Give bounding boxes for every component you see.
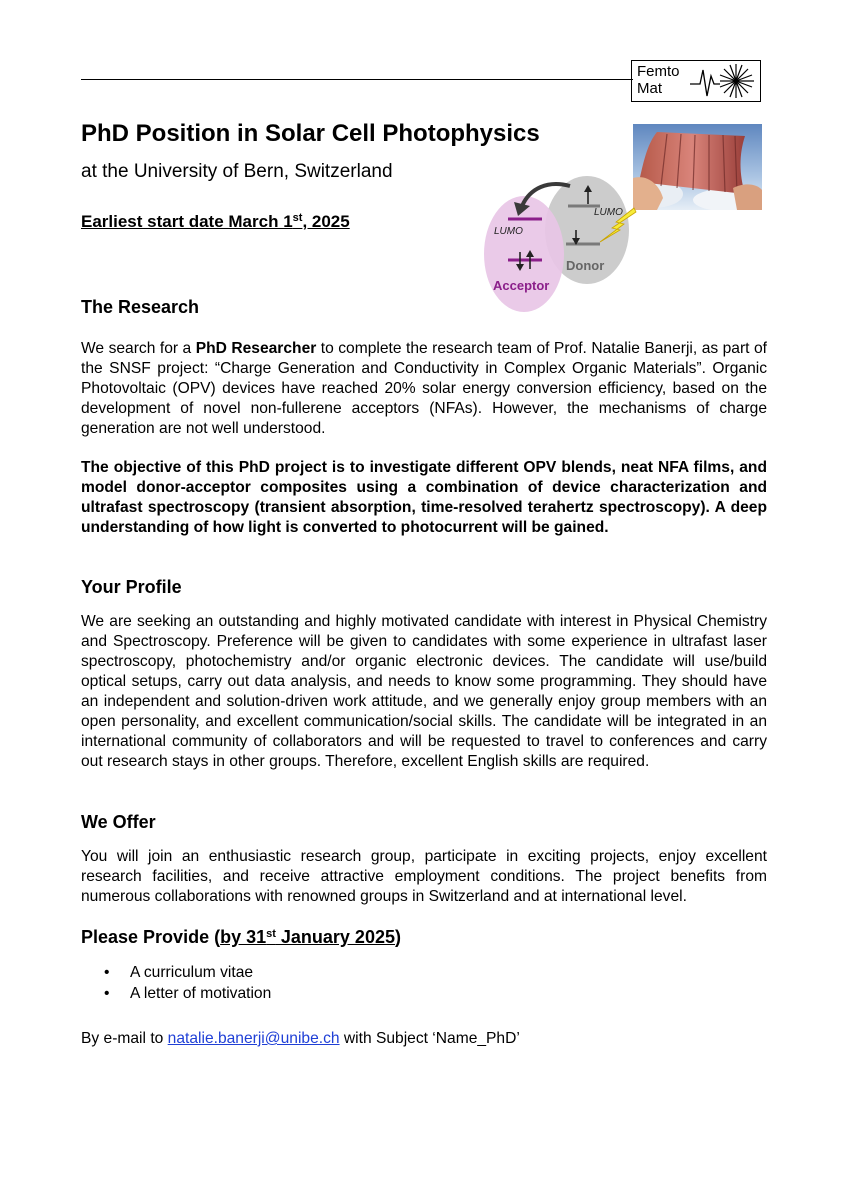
logo-line-1: Femto [637,63,680,80]
provide-deadline [220,927,395,947]
bullet-icon: • [104,985,110,1002]
start-date-prefix: Earliest start date March 1 [81,212,293,231]
provide-heading [81,927,401,948]
list-item-text: A letter of motivation [130,985,272,1002]
research-paragraph-2: The objective of this PhD project is to investigate different OPV blends, neat NFA films, and model donor-acceptor composites using a combination of device characterization and ultrafast spectroscopy (transient absorption, time-resolved terahertz spectroscopy). A deep understanding of how light is converted to photocurrent will be gained. [81,459,767,536]
logo-line-2: Mat [637,80,663,97]
list-item-text: A curriculum vitae [130,964,254,981]
contact-line [81,1030,520,1048]
provide-deadline-pre: by 31 [220,927,267,947]
start-date [81,212,350,232]
page-title: PhD Position in Solar Cell Photophysics [81,120,540,147]
acceptor-circle [484,196,564,312]
provide-list [104,962,271,1004]
acceptor-label: Acceptor [493,278,550,293]
provide-heading-post: ) [394,927,401,947]
research-p1-bold: PhD Researcher [195,340,317,357]
start-date-sup: st [292,212,303,224]
provide-deadline-post: January 2025 [275,927,395,947]
contact-pre: By e-mail to [81,1030,168,1047]
list-item [104,962,271,983]
provide-heading-pre: Please Provide ( [81,927,221,947]
donor-label: Donor [566,258,605,273]
profile-paragraph: We are seeking an outstanding and highly motivated candidate with interest in Physical Chemistry and Spectroscopy. Preference will be given to candidates with some experience in ultrafast laser spectroscopy, photochemistry and/or organic electronic devices. The candidate will use/build optical setups, carry out data analysis, and needs to know some programming. They should have an independent and solution-driven work attitude, and we generally enjoy group members with an open personality, and excellent communication/social skills. The candidate will be integrated in an international community of collaborators and will be requested to travel to conferences and carry out research stays in other groups. Therefore, excellent English skills are required. [81,613,767,770]
research-paragraph-1 [81,339,767,439]
logo-text [637,63,680,97]
bullet-icon: • [104,964,110,981]
provide-deadline-sup: st [266,928,276,940]
start-date-suffix: , 2025 [302,212,350,231]
email-link[interactable]: natalie.banerji@unibe.ch [167,1030,340,1047]
research-heading: The Research [81,297,200,317]
offer-heading: We Offer [81,812,156,832]
donor-acceptor-diagram [484,172,644,319]
research-p1-pre: We search for a [81,340,196,357]
profile-heading: Your Profile [81,577,182,597]
solar-cell-photo [633,124,762,210]
list-item [104,983,271,1004]
femtomat-logo [631,60,761,102]
offer-paragraph: You will join an enthusiastic research group, participate in exciting projects, enjoy excellent research facilities, and receive attractive employment conditions. The project benefits from numerous collaborations with renowned groups in Switzerland and at international level. [81,848,767,905]
header-rule [81,79,633,80]
contact-post: with Subject ‘Name_PhD’ [339,1030,520,1047]
laser-pulse-icon [690,62,760,100]
research-p1-post: to complete the research team of Prof. Natalie Banerji, as part of the SNSF project: “Charge Generation and Conductivity in Complex Organic Materials”. Organic Photovoltaic (OPV) devices have reached 20% solar energy conversion efficiency, based on the development of novel non-fullerene acceptors (NFAs). However, the mechanisms of charge generation are not well understood. [81,340,767,437]
subtitle: at the University of Bern, Switzerland [81,161,393,182]
donor-lumo-label: LUMO [594,207,623,218]
acceptor-lumo-label: LUMO [494,226,523,237]
